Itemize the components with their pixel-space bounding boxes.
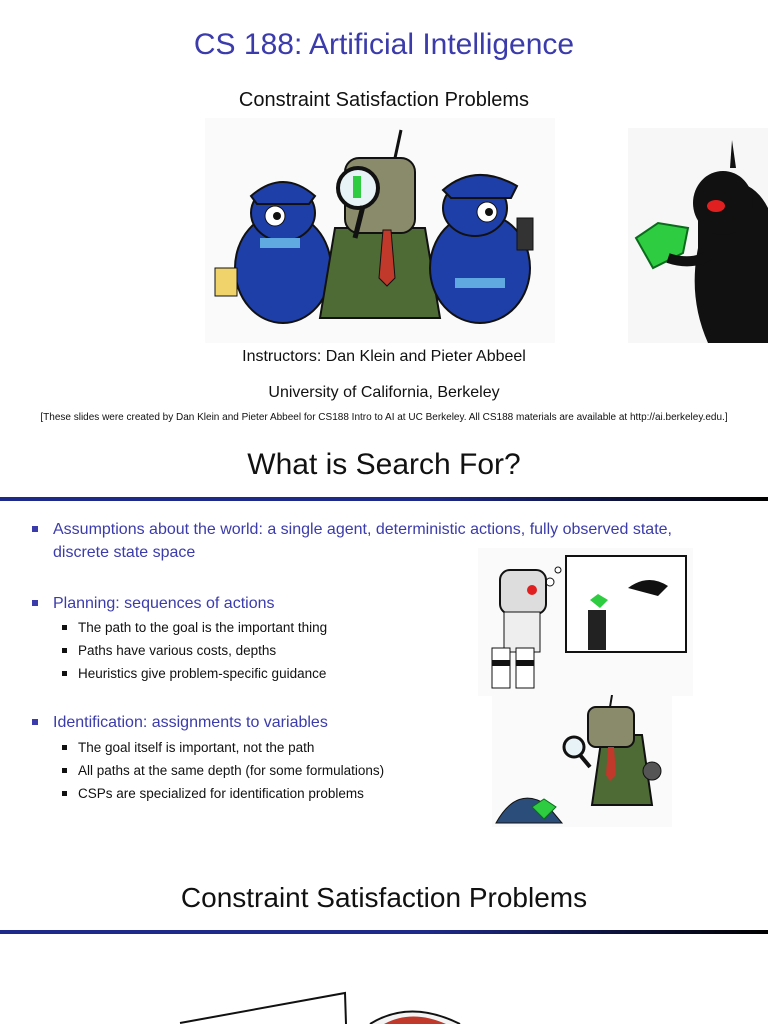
sub-bullet-marker <box>62 671 67 676</box>
sub-bullet-marker <box>62 791 67 796</box>
bullet-marker <box>32 719 38 725</box>
university-line: University of California, Berkeley <box>268 384 500 401</box>
instructors-line: Instructors: Dan Klein and Pieter Abbeel <box>242 348 526 365</box>
sub-bullet-text: Paths have various costs, depths <box>78 643 277 658</box>
slide2-title: What is Search For? <box>247 448 521 481</box>
sub-bullet-text: The path to the goal is the important thing <box>78 620 328 635</box>
slide3-illustration-partial <box>170 985 510 1024</box>
bullet-identification-text: Identification: assignments to variables <box>53 714 328 731</box>
bullet-marker <box>32 526 38 532</box>
credit-note: [These slides were created by Dan Klein and Pieter Abbeel for CS188 Intro to AI at UC Berkeley. All CS188 materials are available at http://ai.berkeley.edu.] <box>40 412 728 423</box>
sub-bullet-text: The goal itself is important, not the path <box>78 740 315 755</box>
slide3-title: Constraint Satisfaction Problems <box>180 882 588 913</box>
sub-bullet-marker <box>62 648 67 653</box>
sub-bullet-marker <box>62 625 67 630</box>
sub-bullet-marker <box>62 768 67 773</box>
bullet-assumptions-text: Assumptions about the world: a single agent, deterministic actions, fully observed state, discrete state space <box>53 521 672 561</box>
detective-gem-illustration <box>492 695 672 827</box>
bullet-marker <box>32 600 38 606</box>
sub-bullet-text: All paths at the same depth (for some formulations) <box>78 763 385 778</box>
shadow-thief-illustration <box>628 128 768 343</box>
slide1-subtitle: Constraint Satisfaction Problems <box>238 89 530 107</box>
sub-bullet-text: CSPs are specialized for identification problems <box>78 786 364 801</box>
sub-bullet-text: Heuristics give problem-specific guidance <box>78 666 327 681</box>
bullet-planning-text: Planning: sequences of actions <box>53 595 275 612</box>
robot-thought-illustration <box>478 548 693 696</box>
robot-detectives-illustration <box>205 118 555 343</box>
sub-bullet-marker <box>62 745 67 750</box>
slide1-title: CS 188: Artificial Intelligence <box>193 28 575 61</box>
slide3-title-rule <box>0 930 768 934</box>
slide2-title-rule <box>0 497 768 501</box>
